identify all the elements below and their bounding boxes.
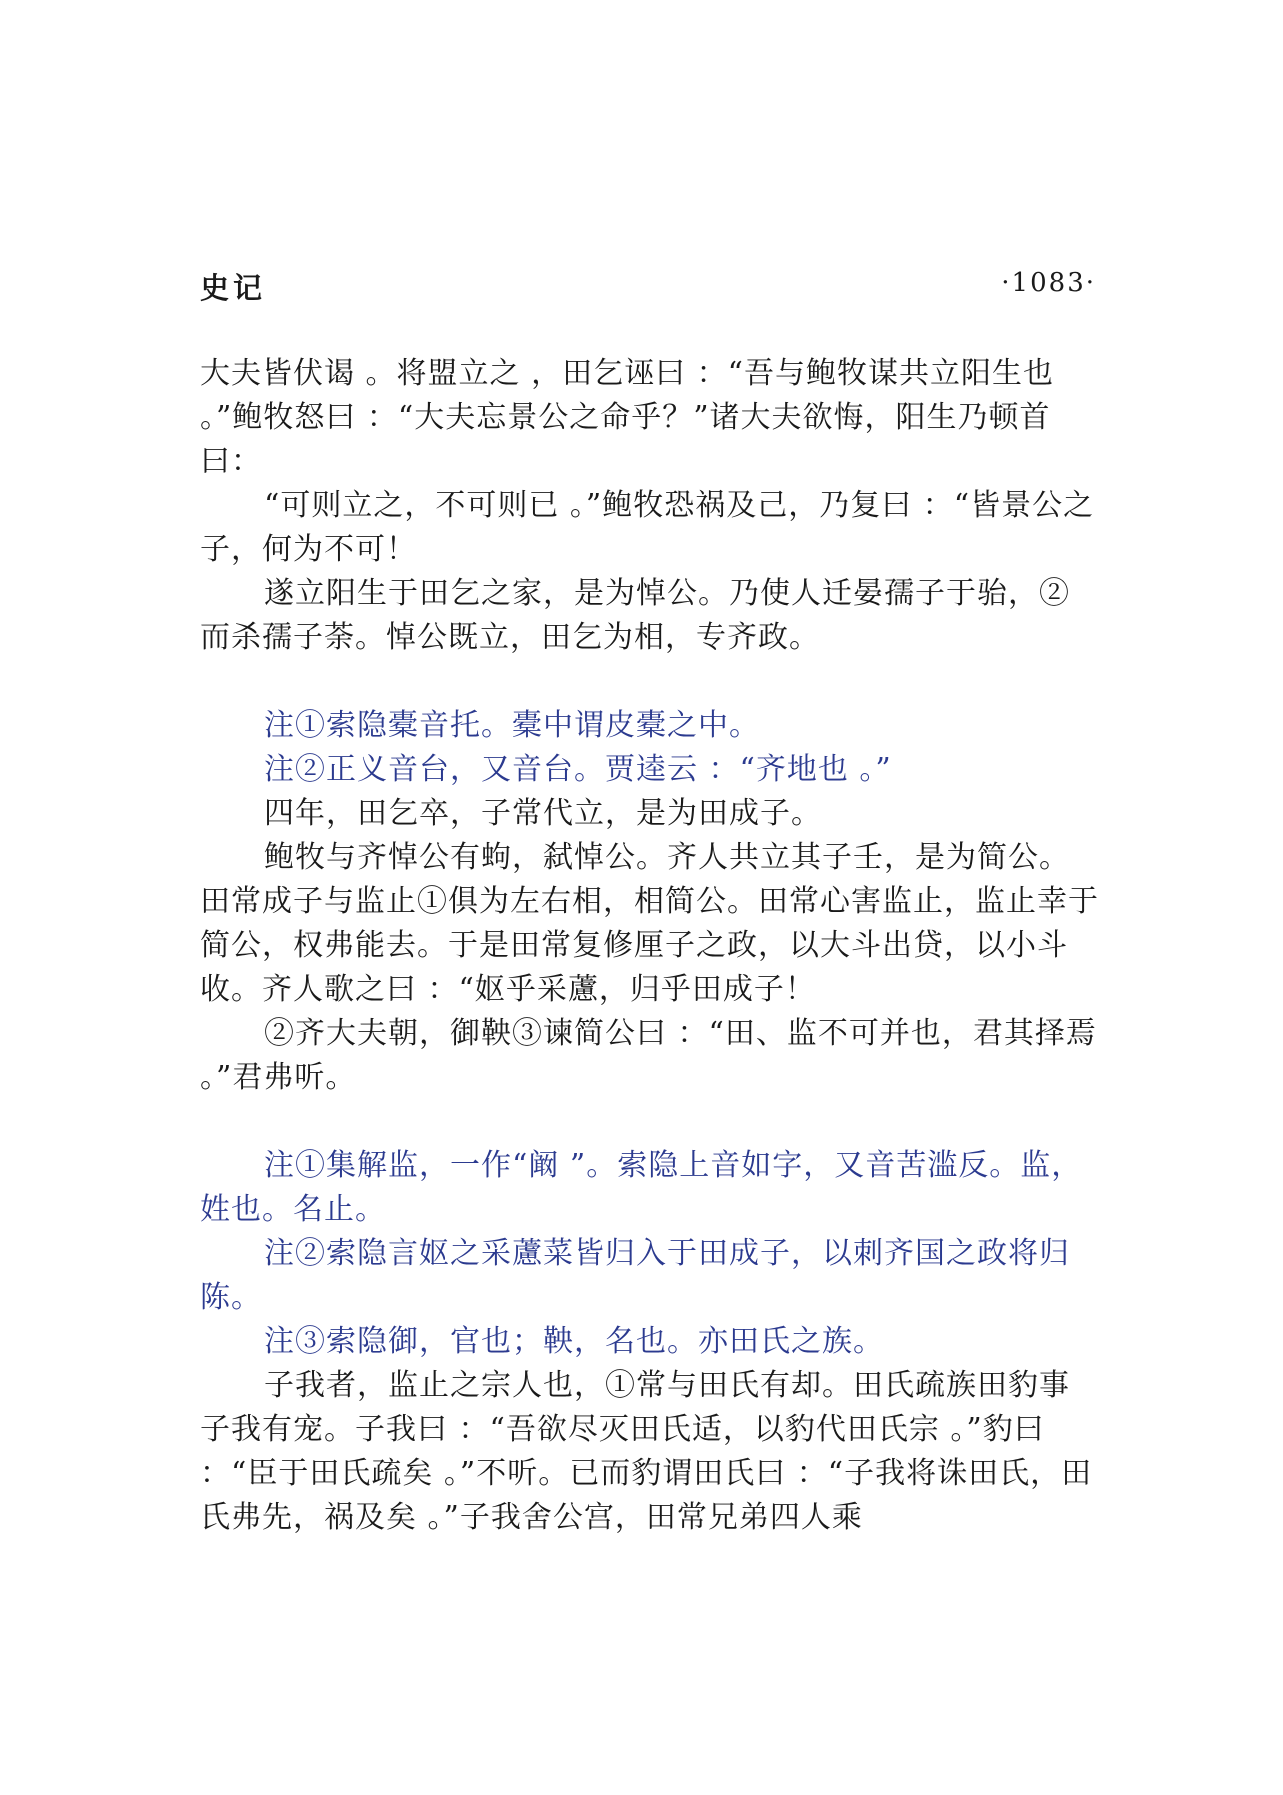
spacer: [200, 660, 1100, 704]
paragraph: 子我者，监止之宗人也，①常与田氏有却。田氏疏族田豹事子我有宠。子我曰 ：“吾欲尽灭田氏适，以豹代田氏宗 。”豹曰 ：“臣于田氏疏矣 。”不听。已而豹谓田氏曰 ：“子我将诛田氏，田氏弗先，祸及矣 。”子我舍公宫，田常兄弟四人乘: [200, 1368, 1093, 1535]
paragraph: 大夫皆伏谒 。将盟立之 ，田乞诬曰 ：“吾与鲍牧谋共立阳生也 。”鲍牧怒曰 ：“大夫忘景公之命乎？”诸大夫欲悔，阳生乃顿首曰：: [200, 356, 1065, 479]
page-header: [200, 266, 1096, 306]
annotation-note: 注①索隐橐音托。橐中谓皮橐之中。: [264, 708, 760, 743]
paragraph: 鲍牧与齐悼公有蚼，弑悼公。齐人共立其子壬，是为简公。田常成子与监止①俱为左右相，相简公。田常心害监止，监止幸于简公，权弗能去。于是田常复修厘子之政，以大斗出贷，以小斗收。齐人歌之曰 ：“妪乎采藘，归乎田成子！: [200, 840, 1099, 1007]
annotation-note: 注②索隐言妪之采藘菜皆归入于田成子，以刺齐国之政将归陈。: [200, 1236, 1070, 1315]
paragraph: ②齐大夫朝，御鞅③谏简公曰 ：“田、监不可并也，君其择焉 。”君弗听。: [200, 1016, 1108, 1095]
paragraph: 遂立阳生于田乞之家，是为悼公。乃使人迁晏孺子于骀，②而杀孺子荼。悼公既立，田乞为相，专齐政。: [200, 576, 1070, 655]
page-number: ·1083·: [1001, 268, 1096, 298]
spacer: [200, 1100, 1100, 1144]
paragraph: 四年，田乞卒，子常代立，是为田成子。: [264, 796, 822, 831]
annotation-note: 注②正义音台，又音台。贾逵云 ：“齐地也 。”: [264, 752, 892, 787]
annotation-note: 注①集解监，一作“阚 ”。索隐上音如字，又音苦滥反。监，姓也。名止。: [200, 1148, 1083, 1227]
body-text: [200, 352, 1108, 1540]
annotation-note: 注③索隐御，官也；鞅，名也。亦田氏之族。: [264, 1324, 884, 1359]
paragraph: “可则立之，不可则已 。”鲍牧恐祸及己，乃复曰 ：“皆景公之子，何为不可！: [200, 488, 1095, 567]
book-title: 史记: [200, 271, 267, 305]
